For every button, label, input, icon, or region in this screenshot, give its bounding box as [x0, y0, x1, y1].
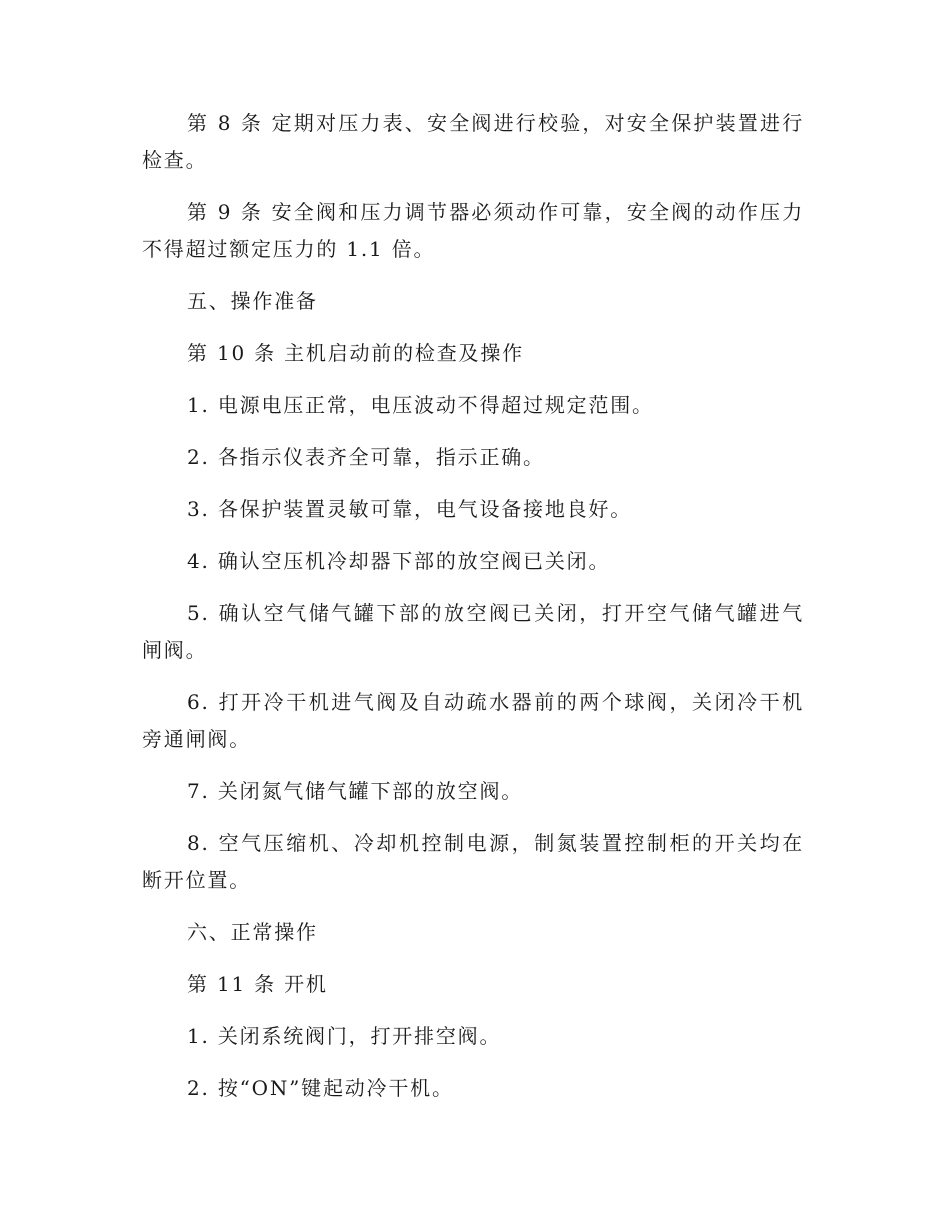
paragraph-article-8: 第 8 条 定期对压力表、安全阀进行校验，对安全保护装置进行检查。	[142, 111, 804, 172]
list-item: 5. 确认空气储气罐下部的放空阀已关闭，打开空气储气罐进气闸阀。	[142, 601, 804, 662]
list-item: 8. 空气压缩机、冷却机控制电源，制氮装置控制柜的开关均在断开位置。	[142, 831, 804, 892]
section-heading-operation-prep: 五、操作准备	[187, 289, 318, 313]
document-page	[142, 105, 804, 1122]
list-item: 1. 电源电压正常，电压波动不得超过规定范围。	[187, 393, 654, 417]
list-item: 6. 打开冷干机进气阀及自动疏水器前的两个球阀，关闭冷干机旁通闸阀。	[142, 690, 804, 751]
list-item: 4. 确认空压机冷却器下部的放空阀已关闭。	[187, 549, 611, 573]
list-item: 3. 各保护装置灵敏可靠，电气设备接地良好。	[187, 497, 633, 521]
paragraph-article-11: 第 11 条 开机	[187, 972, 328, 996]
paragraph-article-9: 第 9 条 安全阀和压力调节器必须动作可靠，安全阀的动作压力不得超过额定压力的 1.1 倍。	[142, 200, 804, 261]
list-item: 7. 关闭氮气储气罐下部的放空阀。	[187, 779, 524, 803]
list-item: 1. 关闭系统阀门，打开排空阀。	[187, 1024, 502, 1048]
list-item: 2. 各指示仪表齐全可靠，指示正确。	[187, 445, 545, 469]
section-heading-normal-operation: 六、正常操作	[187, 920, 318, 944]
paragraph-article-10: 第 10 条 主机启动前的检查及操作	[187, 341, 524, 365]
list-item: 2. 按“ON”键起动冷干机。	[187, 1076, 454, 1100]
